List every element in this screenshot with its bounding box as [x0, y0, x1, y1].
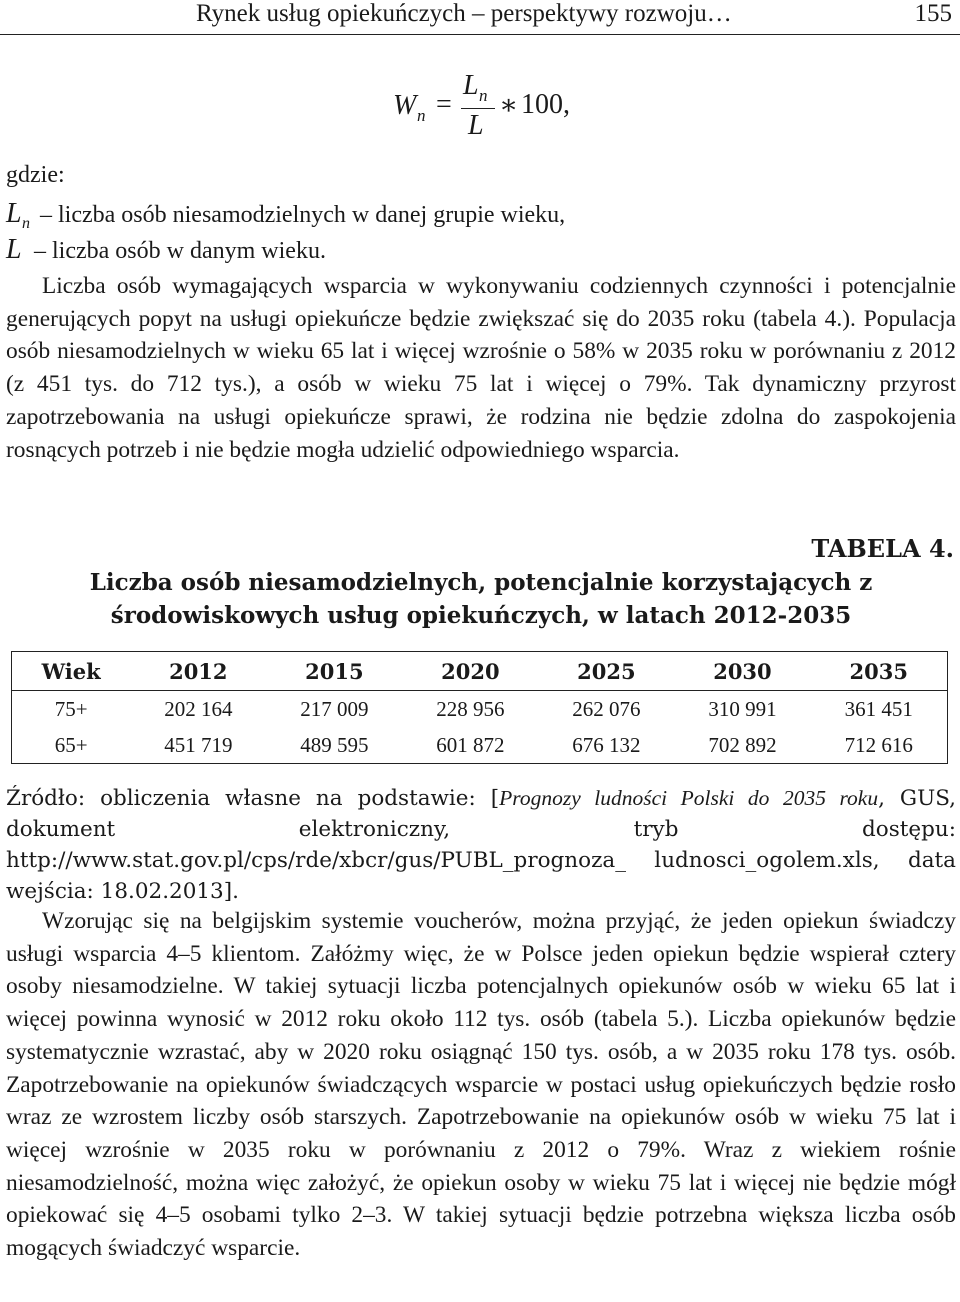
- table-cell: 228 956: [436, 696, 505, 721]
- table-cell: 601 872: [402, 727, 538, 764]
- formula-numerator-sub: n: [479, 86, 488, 105]
- where-item: [6, 198, 565, 230]
- source-prefix: Źródło: obliczenia własne na podstawie: [: [6, 786, 500, 811]
- running-title: Rynek usług opiekuńczych – perspektywy rozwoju…: [196, 0, 732, 27]
- table-cell: 217 009: [300, 696, 369, 721]
- table-caption: Liczba osób niesamodzielnych, potencjalnie korzystających z środowiskowych usług opiekuńczych, w latach 2012-2035: [89, 569, 873, 629]
- paragraph: [6, 270, 956, 466]
- table-row: [12, 691, 948, 728]
- table-cell: 676 132: [538, 727, 674, 764]
- table-cell: 712 616: [810, 727, 947, 764]
- where-symbol: L: [6, 198, 22, 229]
- table-cell: 489 595: [266, 727, 402, 764]
- table-cell: 702 892: [674, 727, 810, 764]
- where-text: – liczba osób w danym wieku.: [34, 238, 326, 264]
- table-source: [6, 783, 956, 907]
- where-item: [6, 234, 326, 266]
- formula-lhs-sub: n: [417, 106, 426, 125]
- column-header: Wiek: [12, 652, 131, 691]
- column-header: 2030: [674, 652, 810, 691]
- column-header: 2035: [810, 652, 947, 691]
- running-header: [0, 0, 960, 35]
- column-header: 2015: [266, 652, 402, 691]
- column-header: 2012: [130, 652, 266, 691]
- table-cell: 65+: [12, 727, 131, 764]
- table-cell: 451 719: [130, 727, 266, 764]
- where-text: – liczba osób niesamodzielnych w danej grupie wieku,: [40, 202, 566, 228]
- formula-equals: =: [436, 89, 452, 120]
- formula-numerator: L: [463, 70, 479, 101]
- paragraph: [6, 905, 956, 1265]
- table-cell: 310 991: [708, 696, 777, 721]
- column-header: 2025: [538, 652, 674, 691]
- paragraph-text: Liczba osób wymagających wsparcia w wykonywaniu codziennych czynności i potencjalnie generujących popyt na usługi opiekuńcze będzie zwiększać się do 2035 roku (tabela 4.). Populacja osób niesamodzielnych w wieku 65 lat i więcej wzrośnie o 58% w 2035 roku w porównaniu z 2012 (z 451 tys. do 712 tys.), a osób w wieku 75 lat i więcej o 79%. Tak dynamiczny przyrost zapotrzebowania na usługi opiekuńcze sprawi, że rodzina nie będzie zdolna do zaspokojenia rosnących potrzeb i nie będzie mogła udzielić odpowiedniego wsparcia.: [6, 273, 956, 463]
- table-row: [12, 727, 948, 764]
- source-title: Prognozy ludności Polski do 2035 roku: [499, 786, 879, 810]
- where-symbol-sub: n: [22, 215, 30, 232]
- source-suffix: , GUS, dokument elektroniczny, tryb dostępu: http://www.stat.gov.pl/cps/rde/xbcr/gus/PUBL_prognoza_ ludnosci_ogolem.xls, data wejścia: 18.02.2013].: [6, 786, 957, 904]
- column-header: 2020: [402, 652, 538, 691]
- table-cell: 361 451: [810, 691, 947, 728]
- table-header-row: [12, 652, 948, 691]
- formula-times: ∗: [499, 90, 519, 121]
- page-number: 155: [914, 0, 952, 27]
- formula-lhs: W: [393, 90, 417, 121]
- table-cell: 262 076: [572, 696, 641, 721]
- table-cell: 202 164: [164, 696, 233, 721]
- formula-fraction-bar: [461, 108, 495, 109]
- paragraph-text: Wzorując się na belgijskim systemie voucherów, można przyjąć, że jeden opiekun świadczy usługi wsparcia 4–5 klientom. Załóżmy więc, że w Polsce jeden opiekun będzie wspierał cztery osoby niesamodzielne. W takiej sytuacji liczba potencjalnych opiekunów osób w wieku 65 lat i więcej powinna wynosić w 2012 roku około 112 tys. osób (tabela 5.). Liczba opiekunów będzie systematycznie wzrastać, aby w 2020 roku osiągnąć 150 tys. osób, a w 2035 roku 178 tys. osób. Zapotrzebowanie na opiekunów świadczących wsparcie w postaci usług opiekuńczych będzie rosło wraz ze wzrostem liczby osób starszych. Zapotrzebowanie na opiekunów osób w wieku 75 lat i więcej wzrośnie w 2035 roku w porównaniu z 2012 o 79%. Wraz z wiekiem rośnie niesamodzielność, można więc założyć, że opiekun osoby w wieku 75 lat i więcej nie będzie mógł opiekować się 4–5 osobami tylko 2–3. W takiej sytuacji będzie potrzebna większa liczba osób mogących świadczyć wsparcie.: [6, 908, 956, 1262]
- formula-constant: 100,: [521, 89, 570, 120]
- where-symbol: L: [6, 234, 22, 265]
- formula-denominator: L: [468, 110, 484, 141]
- formula: [393, 72, 593, 142]
- table-label: TABELA 4.: [811, 534, 954, 563]
- where-label: gdzie:: [6, 162, 65, 188]
- data-table: [11, 651, 948, 764]
- table-cell: 75+: [12, 691, 131, 728]
